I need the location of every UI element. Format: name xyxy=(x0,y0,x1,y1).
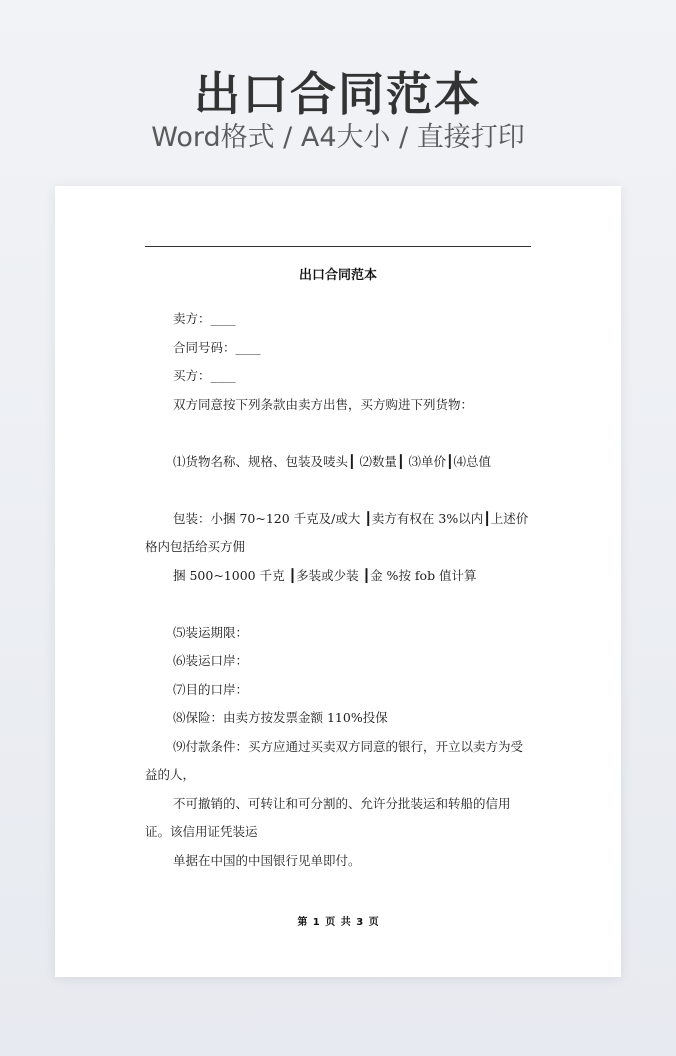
shipment-period-line: ⑸装运期限： xyxy=(173,624,249,640)
page-title: 出口合同范本 xyxy=(194,67,482,121)
header-rule xyxy=(145,246,531,247)
blank-line xyxy=(145,419,531,448)
destination-port-line: ⑺目的口岸： xyxy=(173,681,249,697)
packing-paragraph: 包装：小捆 70~120 千克及/或大 ┃卖方有权在 3%以内┃上述价格内包括给买方佣 xyxy=(145,510,529,554)
seller-line: 卖方：____ xyxy=(173,311,236,326)
blank-line xyxy=(145,476,531,505)
loading-port-line: ⑹装运口岸： xyxy=(173,653,249,668)
packing-paragraph-cont: 捆 500~1000 千克 ┃多装或少装 ┃金 %按 fob 值计算 xyxy=(173,567,477,583)
agreement-paragraph: 双方同意按下列条款由卖方出售，买方购进下列货物： xyxy=(173,396,474,412)
page-number-footer: 第 1 页 共 3 页 xyxy=(297,917,379,928)
document-title: 出口合同范本 xyxy=(298,268,377,283)
goods-header-paragraph: ⑴货物名称、规格、包装及唛头┃ ⑵数量┃ ⑶单价┃⑷总值 xyxy=(173,453,492,469)
letter-of-credit-paragraph: 不可撤销的、可转让和可分割的、允许分批装运和转船的信用证。该信用证凭装运 xyxy=(145,795,511,839)
contract-number-line: 合同号码：____ xyxy=(173,339,261,355)
document-body xyxy=(145,305,531,875)
document-page xyxy=(55,186,621,977)
payment-at-sight-paragraph: 单据在中国的中国银行见单即付。 xyxy=(173,852,361,868)
payment-terms-paragraph: ⑼付款条件：买方应通过买卖双方同意的银行，开立以卖方为受益的人， xyxy=(145,738,524,782)
blank-line xyxy=(145,590,531,619)
page-subtitle: Word格式 / A4大小 / 直接打印 xyxy=(151,122,525,153)
buyer-line: 买方：____ xyxy=(173,368,236,383)
insurance-line: ⑻保险：由卖方按发票金额 110%投保 xyxy=(173,710,388,725)
